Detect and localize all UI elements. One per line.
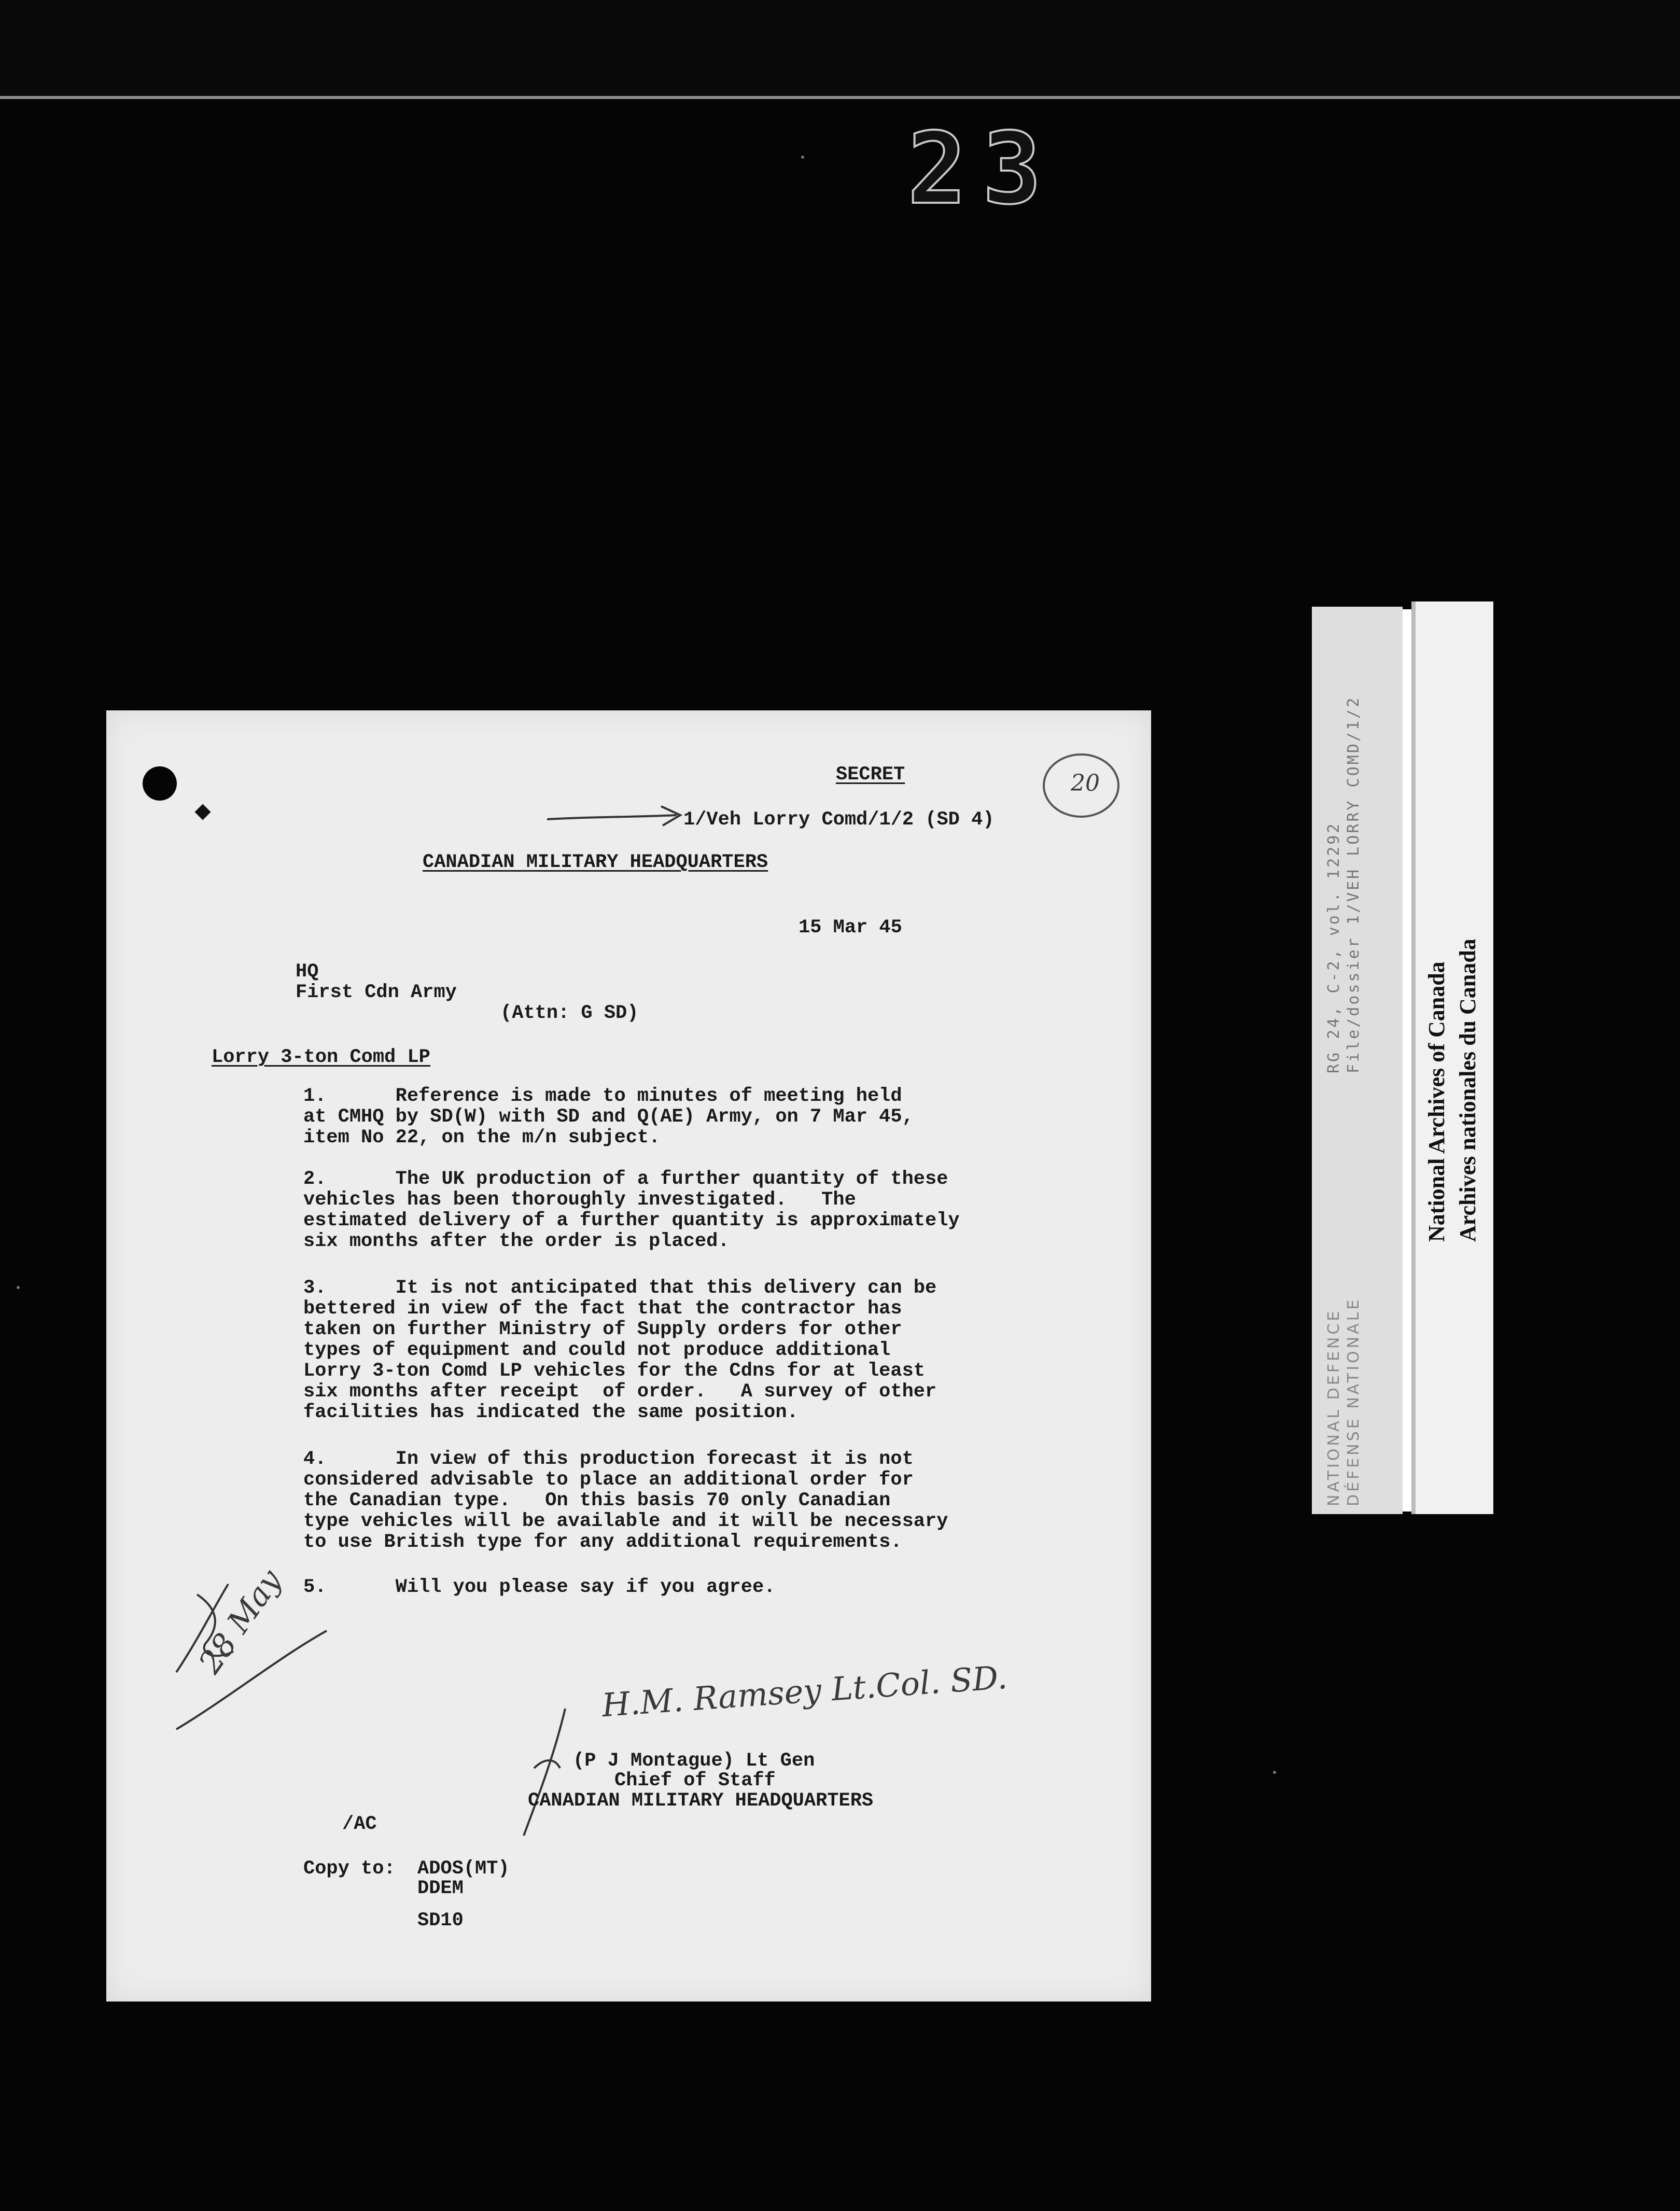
addressee-line-1: HQ bbox=[296, 961, 319, 983]
copy-to-label: Copy to: bbox=[303, 1858, 396, 1880]
paragraph-4-line: to use British type for any additional requirements. bbox=[303, 1531, 902, 1553]
paragraph-3-line: types of equipment and could not produce additional bbox=[303, 1339, 891, 1361]
paragraph-4-line: the Canadian type. On this basis 70 only Canadian bbox=[303, 1490, 891, 1512]
paragraph-2-line: vehicles has been thoroughly investigated. The bbox=[303, 1189, 856, 1211]
signature-stroke bbox=[519, 1706, 601, 1841]
handwritten-arrow bbox=[544, 804, 684, 835]
addressee-line-2: First Cdn Army bbox=[296, 982, 457, 1003]
archives-name-fr: Archives nationales du Canada bbox=[1455, 939, 1480, 1242]
circled-note-text: 20 bbox=[1071, 770, 1100, 796]
file-reference: File/dossier 1/VEH LORRY COMD/1/2 bbox=[1345, 695, 1363, 1073]
file-number: 1/Veh Lorry Comd/1/2 (SD 4) bbox=[683, 809, 995, 831]
paragraph-4-line: considered advisable to place an additional order for bbox=[303, 1469, 914, 1491]
copy-to-recipient: ADOS(MT) bbox=[417, 1858, 510, 1880]
film-speck bbox=[17, 1286, 20, 1289]
national-defence-label: NATIONAL DEFENCE bbox=[1325, 1308, 1343, 1506]
letter-date: 15 Mar 45 bbox=[799, 917, 902, 939]
copy-to-recipient: SD10 bbox=[417, 1910, 464, 1932]
defense-nationale-label: DÉFENSE NATIONALE bbox=[1345, 1297, 1363, 1506]
strip-divider bbox=[1403, 609, 1416, 1512]
paragraph-1-line: item No 22, on the m/n subject. bbox=[303, 1127, 661, 1149]
paragraph-1-line: 1. Reference is made to minutes of meeting held bbox=[303, 1085, 902, 1107]
paragraph-5-line: 5. Will you please say if you agree. bbox=[303, 1576, 776, 1598]
paragraph-3-line: six months after receipt of order. A survey of other bbox=[303, 1381, 937, 1403]
paragraph-3-line: facilities has indicated the same position. bbox=[303, 1402, 799, 1423]
copy-to-recipient: DDEM bbox=[417, 1878, 464, 1899]
attention-line: (Attn: G SD) bbox=[500, 1002, 639, 1024]
archives-name-en: National Archives of Canada bbox=[1424, 961, 1449, 1242]
classification: SECRET bbox=[836, 764, 905, 786]
paragraph-3-line: Lorry 3-ton Comd LP vehicles for the Cdns for at least bbox=[303, 1360, 925, 1382]
margin-date-handwriting: 28 May bbox=[192, 1563, 289, 1681]
paragraph-2-line: 2. The UK production of a further quantity of these bbox=[303, 1168, 948, 1190]
signatory-title: Chief of Staff bbox=[614, 1770, 776, 1792]
paragraph-3-line: 3. It is not anticipated that this delivery can be bbox=[303, 1277, 937, 1299]
letterhead: CANADIAN MILITARY HEADQUARTERS bbox=[423, 851, 768, 873]
paragraph-2-line: six months after the order is placed. bbox=[303, 1230, 730, 1252]
typist-initials: /AC bbox=[342, 1813, 377, 1835]
signatory-org: CANADIAN MILITARY HEADQUARTERS bbox=[528, 1790, 874, 1812]
paragraph-3-line: taken on further Ministry of Supply orders for other bbox=[303, 1319, 902, 1340]
paragraph-4-line: 4. In view of this production forecast it is not bbox=[303, 1448, 914, 1470]
signatory-name: (P J Montague) Lt Gen bbox=[573, 1750, 815, 1772]
subject-line: Lorry 3-ton Comd LP bbox=[212, 1046, 430, 1068]
paragraph-2-line: estimated delivery of a further quantity is approximately bbox=[303, 1210, 960, 1232]
punch-hole bbox=[143, 766, 177, 801]
film-speck bbox=[801, 156, 804, 159]
paragraph-3-line: bettered in view of the fact that the contractor has bbox=[303, 1298, 902, 1320]
archive-reference: RG 24, C-2, vol. 12292 bbox=[1325, 821, 1343, 1073]
signature-handwriting: H.M. Ramsey Lt.Col. SD. bbox=[600, 1658, 1009, 1725]
frame-number: 23 bbox=[907, 111, 1057, 226]
film-speck bbox=[1273, 1771, 1276, 1774]
film-header-bar bbox=[0, 0, 1680, 99]
paragraph-4-line: type vehicles will be available and it will be necessary bbox=[303, 1510, 948, 1532]
paragraph-1-line: at CMHQ by SD(W) with SD and Q(AE) Army, on 7 Mar 45, bbox=[303, 1106, 914, 1128]
